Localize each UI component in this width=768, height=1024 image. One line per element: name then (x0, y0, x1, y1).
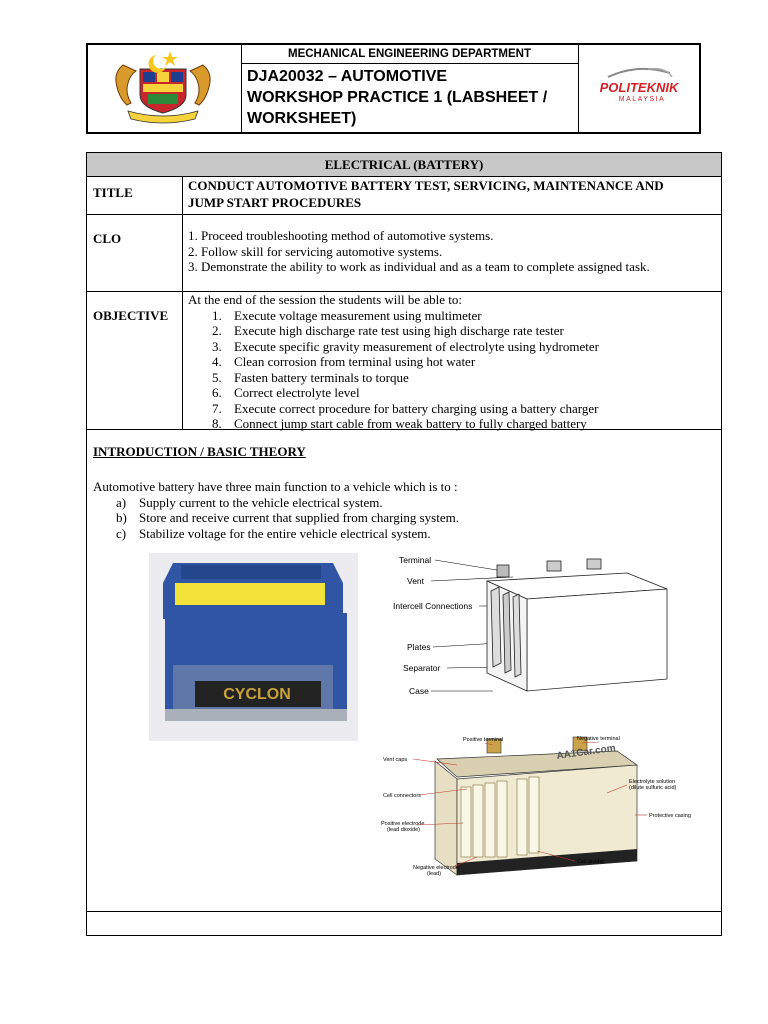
objective-item-number: 6. (212, 385, 222, 400)
introduction-item (93, 526, 713, 542)
objective-item (188, 416, 721, 432)
objective-item (188, 401, 721, 417)
objective-item (188, 385, 721, 401)
objective-item-text: Execute correct procedure for battery charging using a battery charger (234, 400, 599, 416)
document-header (86, 43, 701, 134)
politeknik-logo (578, 45, 699, 132)
clo-item: 1. Proceed troubleshooting method of automotive systems. (188, 228, 494, 243)
battery-cutaway-diagram (387, 551, 717, 711)
introduction-item-text: Supply current to the vehicle electrical system. (139, 494, 383, 510)
label-electrolyte-sub: (dilute sulfuric acid) (629, 785, 677, 791)
introduction-item-letter: c) (116, 525, 127, 541)
course-title-line: WORKSHOP PRACTICE 1 (LABSHEET / (247, 89, 548, 106)
introduction-item (93, 510, 713, 526)
label-cell-divider: Cell divider (577, 859, 605, 865)
diagram-label-terminal: Terminal (399, 555, 432, 565)
clo-label: CLO (87, 215, 183, 291)
objective-item-number: 1. (212, 307, 222, 323)
objective-intro: At the end of the session the students will be able to: (188, 292, 463, 307)
battery-construction-diagram (377, 733, 707, 885)
course-title-line: WORKSHEET) (247, 110, 357, 127)
diagram-label-vent: Vent (407, 576, 425, 586)
objective-item-text: Correct electrolyte level (234, 385, 360, 400)
objective-items (188, 308, 721, 432)
objective-row (87, 292, 721, 430)
introduction-heading: INTRODUCTION / BASIC THEORY (93, 444, 306, 459)
introduction-section (93, 444, 713, 541)
label-positive-electrode: Positive electrode (381, 821, 425, 827)
labsheet-table (86, 152, 722, 936)
diagram-label-plates: Plates (407, 642, 431, 652)
battery-brand: CYCLON (223, 686, 291, 703)
label-electrolyte: Electrolyte solution (629, 779, 676, 785)
objective-item-number: 2. (212, 323, 222, 338)
footer-row-divider (87, 911, 721, 912)
title-value (183, 176, 721, 214)
clo-list (183, 215, 721, 291)
objective-item (188, 323, 721, 339)
label-negative-electrode: Negative electrode (413, 865, 459, 871)
course-title-line: DJA20032 – AUTOMOTIVE (247, 68, 448, 85)
introduction-list (93, 495, 713, 542)
section-title: ELECTRICAL (BATTERY) (87, 153, 721, 177)
government-crest-logo (88, 45, 242, 132)
objective-item-text: Execute high discharge rate test using high discharge rate tester (234, 323, 564, 338)
objective-item-number: 3. (212, 338, 222, 354)
clo-row (87, 215, 721, 292)
course-title (241, 64, 578, 129)
header-title-block (241, 45, 579, 132)
objective-label: OBJECTIVE (87, 292, 183, 429)
objective-item-number: 4. (212, 354, 222, 369)
introduction-item-letter: a) (116, 494, 127, 510)
title-label: TITLE (87, 176, 183, 214)
objective-item-text: Execute specific gravity measurement of electrolyte using hydrometer (234, 338, 599, 354)
department-name: MECHANICAL ENGINEERING DEPARTMENT (241, 45, 578, 64)
objective-item (188, 370, 721, 386)
diagram-label-intercell: Intercell Connections (393, 601, 473, 611)
label-positive-terminal: Positive terminal (463, 737, 504, 743)
objective-item-text: Clean corrosion from terminal using hot water (234, 354, 476, 369)
diagram-label-separator: Separator (403, 663, 441, 673)
title-line: CONDUCT AUTOMOTIVE BATTERY TEST, SERVICING, MAINTENANCE AND (188, 178, 664, 193)
objective-item-number: 8. (212, 416, 222, 431)
label-positive-electrode-sub: (lead dioxide) (387, 827, 421, 833)
title-line: JUMP START PROCEDURES (188, 195, 362, 210)
introduction-item-text: Store and receive current that supplied from charging system. (139, 510, 459, 525)
objective-item (188, 308, 721, 324)
objective-item-number: 5. (212, 369, 222, 385)
clo-item: 3. Demonstrate the ability to work as individual and as a team to complete assigned task. (188, 259, 650, 274)
objective-item (188, 339, 721, 355)
introduction-item (93, 495, 713, 511)
politeknik-logo-sub: MALAYSIA (618, 96, 666, 103)
objective-item-text: Connect jump start cable from weak battery to fully charged battery (234, 416, 587, 431)
objective-item (188, 354, 721, 370)
title-row (87, 176, 721, 215)
label-vent-caps: Vent caps (383, 757, 408, 763)
objective-item-number: 7. (212, 400, 222, 416)
politeknik-logo-name: POLITEKNIK (599, 80, 679, 95)
objective-item-text: Execute voltage measurement using multimeter (234, 307, 482, 323)
introduction-paragraph: Automotive battery have three main function to a vehicle which is to : (93, 479, 458, 494)
clo-item: 2. Follow skill for servicing automotive systems. (188, 243, 443, 259)
label-negative-electrode-sub: (lead) (427, 871, 442, 877)
label-negative-terminal: Negative terminal (577, 736, 620, 742)
label-protective-casing: Protective casing (649, 813, 691, 819)
battery-photo (149, 553, 358, 741)
introduction-item-letter: b) (116, 510, 127, 525)
introduction-item-text: Stabilize voltage for the entire vehicle electrical system. (139, 525, 431, 541)
objective-item-text: Fasten battery terminals to torque (234, 369, 409, 385)
diagram-watermark: AA1Car.com (555, 742, 617, 762)
diagram-label-case: Case (409, 686, 429, 696)
label-cell-connectors: Cell connectors (383, 793, 421, 799)
objective-list (183, 292, 721, 429)
